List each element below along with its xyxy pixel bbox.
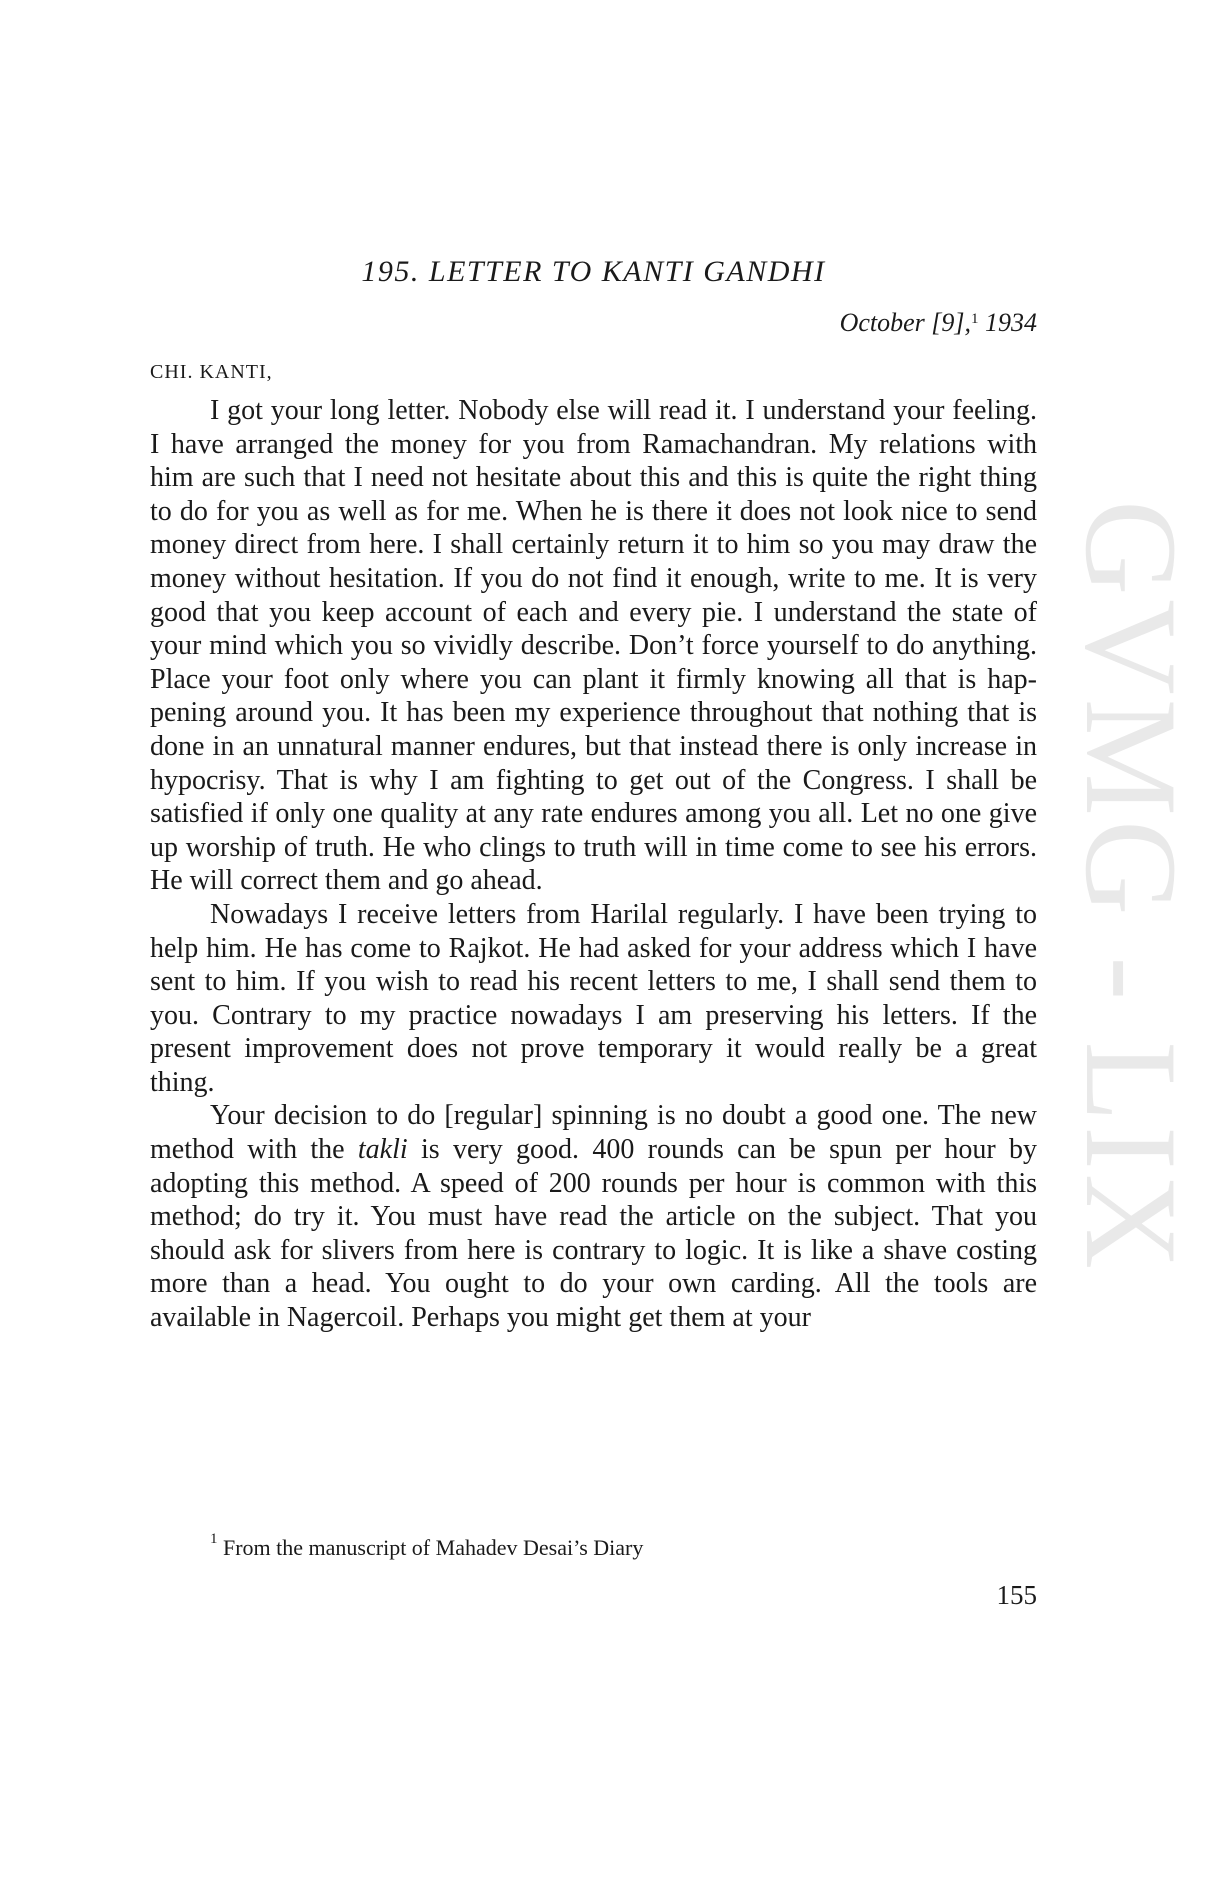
document-title: 195. LETTER TO KANTI GANDHI (361, 255, 826, 288)
italic-term: takli (357, 1134, 408, 1166)
paragraph-3 (150, 1099, 1037, 1334)
paragraph-3-end: is very good. 400 rounds can be spun per hour by adopting this method. A speed of 200 rounds per hour is common with this method; do try it. You must have read the article on the subject. That you should ask for slivers from here is contrary to logic. It is like a shave costing more than a head. You ought to do your own carding. All the tools are available in Nagercoil. Perhaps you might get them at your (150, 1134, 1037, 1334)
paragraph-1: I got your long letter. Nobody else will read it. I understand your feeling. I have arranged the money for you from Ramachandran. My relations with him are such that I need not hesitate about this and this is quite the right thing to do for you as well as for me. When he is there it does not look nice to send money direct from here. I shall certainly return it to him so you may draw the money without hesitation. If you do not find it enough, write to me. It is very good that you keep account of each and every pie. I understand the state of your mind which you so vividly describe. Don’t force yourself to do anything. Place your foot only where you can plant it firmly knowing all that is happening around you. It has been my experience throughout that nothing that is done in an unnatural manner endures, but that instead there is only increase in hypocrisy. That is why I am fighting to get out of the Congress. I shall be satisfied if only one quality at any rate endures among you all. Let no one give up worship of truth. He who clings to truth will in time come to see his errors. He will correct them and go ahead. (150, 395, 1037, 897)
watermark (1058, 500, 1205, 1400)
footnote (210, 1531, 644, 1561)
paragraph-2: Nowadays I receive letters from Harilal regularly. I have been trying to help him. He has come to Rajkot. He had asked for your address which I have sent to him. If you wish to read his recent letters to me, I shall send them to you. Contrary to my practice nowadays I am preserving his letters. If the present improvement does not prove temporary it would really be a great thing. (150, 898, 1037, 1098)
footnote-number: 1 (210, 1531, 218, 1547)
letter-body (150, 248, 1037, 1335)
page-number: 155 (996, 1580, 1037, 1610)
watermark-text: GVMG - LIX (1058, 500, 1205, 1274)
footnote-reference: 1 (971, 311, 979, 327)
footnote-text: From the manuscript of Mahadev Desai’s Diary (217, 1535, 644, 1560)
date-month-day: October [9], (839, 308, 971, 337)
date-year: 1934 (978, 308, 1037, 337)
paragraph-3-start: Your decision to do [regular] spinning is no doubt a good one. The new method with the (150, 1100, 1037, 1166)
letter-date (150, 296, 1037, 350)
salutation: CHI. KANTI, (150, 361, 273, 383)
